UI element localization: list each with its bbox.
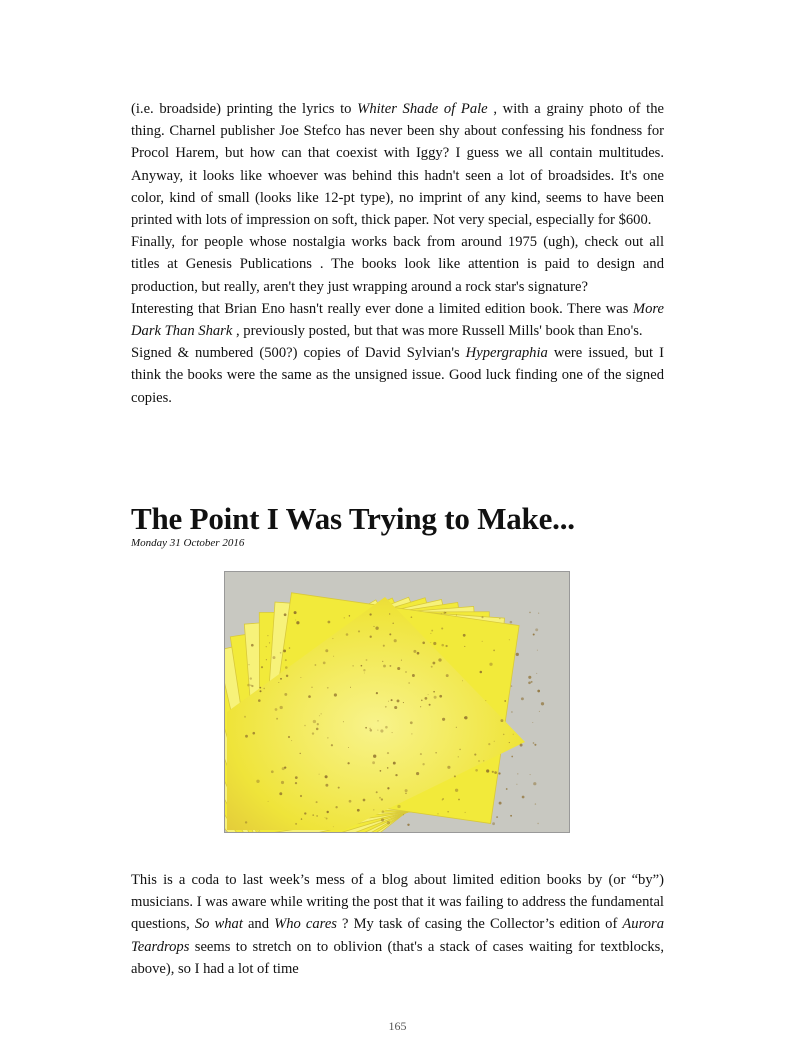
speckle xyxy=(373,809,374,810)
speckle xyxy=(421,700,423,702)
speckle xyxy=(488,743,490,745)
speckle xyxy=(375,627,378,630)
speckle xyxy=(442,718,445,721)
speckle xyxy=(333,826,334,827)
speckle xyxy=(496,816,498,818)
speckle xyxy=(259,687,261,689)
text-run: were issued, but I think the books were the same as the unsigned issue. Good luck finding one of the signed copies. xyxy=(131,345,664,406)
speckle xyxy=(444,612,446,614)
speckle xyxy=(433,642,436,645)
speckle xyxy=(534,744,536,746)
speckle xyxy=(348,747,349,748)
speckle xyxy=(516,784,517,785)
speckle xyxy=(295,782,297,784)
speckle xyxy=(312,814,314,816)
speckle xyxy=(513,734,514,735)
speckle xyxy=(498,772,500,774)
speckle xyxy=(517,773,518,774)
speckle xyxy=(389,613,390,614)
speckle xyxy=(247,684,250,687)
speckle xyxy=(325,817,326,818)
speckle xyxy=(370,729,373,732)
speckle xyxy=(493,650,495,652)
speckle xyxy=(389,665,391,667)
speckle xyxy=(489,663,492,666)
speckle xyxy=(358,630,360,632)
speckle xyxy=(365,727,367,729)
speckle xyxy=(395,774,397,776)
speckle xyxy=(413,650,416,653)
speckle xyxy=(506,788,508,790)
speckle xyxy=(333,656,334,657)
speckle xyxy=(383,645,385,647)
speckle xyxy=(510,621,513,624)
speckle xyxy=(294,611,297,614)
speckle xyxy=(455,789,458,792)
text-run: seems to stretch on to oblivion (that's a stack of cases waiting for textblocks, above), so I had a lot of time xyxy=(131,938,664,977)
speckle xyxy=(405,793,406,794)
speckle xyxy=(522,796,525,799)
speckle xyxy=(383,665,386,668)
speckle xyxy=(363,799,366,802)
speckle xyxy=(392,622,394,624)
speckle xyxy=(251,685,253,687)
speckle xyxy=(509,742,510,743)
speckle xyxy=(481,616,483,618)
text-run: , previously posted, but that was more Russell Mills' book than Eno's. xyxy=(232,323,643,340)
speckle xyxy=(475,769,478,772)
speckle xyxy=(285,659,287,661)
speckle xyxy=(259,690,261,692)
speckle xyxy=(446,674,449,677)
speckle xyxy=(276,718,278,720)
speckle xyxy=(268,801,269,802)
post-date: Monday 31 October 2016 xyxy=(131,537,245,549)
speckle xyxy=(387,787,389,789)
speckle xyxy=(494,771,497,774)
speckle xyxy=(422,763,424,765)
speckle xyxy=(410,721,413,724)
speckle xyxy=(397,805,400,808)
speckle xyxy=(279,792,282,795)
speckle xyxy=(536,673,537,674)
speckle xyxy=(334,693,337,696)
speckle xyxy=(273,656,276,659)
speckle xyxy=(407,824,409,826)
speckle xyxy=(313,720,316,723)
speckle xyxy=(385,706,387,708)
italic-so-what: So what xyxy=(194,916,243,933)
speckle xyxy=(405,789,408,792)
speckle xyxy=(349,615,350,616)
speckle xyxy=(271,770,274,773)
speckle xyxy=(312,732,314,734)
speckle xyxy=(346,633,349,636)
speckle xyxy=(521,697,524,700)
speckle xyxy=(464,646,465,647)
speckle xyxy=(289,647,291,649)
speckle xyxy=(529,612,531,614)
page-number: 165 xyxy=(388,1019,407,1033)
speckle xyxy=(405,671,407,673)
speckle xyxy=(533,742,535,744)
speckle xyxy=(403,814,404,815)
speckle xyxy=(392,732,393,733)
speckle xyxy=(474,754,476,756)
speckle xyxy=(280,678,282,680)
speckle xyxy=(331,744,333,746)
speckle xyxy=(338,787,340,789)
text-run: This is a coda to last week’s mess of a blog about limited edition books by (or “by”) musicians. I was aware while writing the post that it was failing to address the fundamental questions, xyxy=(131,872,664,933)
speckle xyxy=(429,704,431,706)
speckle xyxy=(381,798,383,800)
fanned-yellow-paper-sheets-image xyxy=(225,572,569,832)
speckle xyxy=(363,669,365,671)
speckle xyxy=(316,728,319,731)
speckle xyxy=(531,681,533,683)
speckle xyxy=(411,616,413,618)
speckle xyxy=(382,810,385,813)
speckle xyxy=(301,818,302,819)
speckle xyxy=(291,740,292,741)
speckle xyxy=(480,671,483,674)
speckle xyxy=(380,770,382,772)
speckle xyxy=(459,749,461,751)
speckle xyxy=(281,781,284,784)
speckle xyxy=(509,639,510,640)
speckle xyxy=(516,653,519,656)
speckle xyxy=(416,772,419,775)
speckle xyxy=(500,719,503,722)
speckle xyxy=(541,702,544,705)
speckle xyxy=(364,673,365,674)
paragraph-broadside xyxy=(131,98,664,231)
speckle xyxy=(373,755,376,758)
speckle xyxy=(284,693,287,696)
speckle xyxy=(308,695,311,698)
speckle xyxy=(504,700,506,702)
speckle xyxy=(411,733,412,734)
speckle xyxy=(332,638,333,639)
speckle xyxy=(349,800,352,803)
speckle xyxy=(533,782,536,785)
speckle xyxy=(244,716,246,718)
speckle xyxy=(245,735,248,738)
speckle xyxy=(432,662,435,665)
speckle xyxy=(535,803,536,804)
speckle xyxy=(456,727,457,728)
speckle xyxy=(245,821,247,823)
speckle xyxy=(311,687,312,688)
paragraph-david-sylvian xyxy=(131,342,664,409)
speckle xyxy=(284,613,287,616)
speckle xyxy=(266,646,267,647)
speckle xyxy=(286,675,288,677)
text-run: Interesting that Brian Eno hasn't really ever done a limited edition book. There was xyxy=(131,300,633,317)
speckle xyxy=(422,642,425,645)
speckle xyxy=(437,813,438,814)
speckle xyxy=(538,613,539,614)
speckle xyxy=(445,645,447,647)
speckle xyxy=(266,659,267,660)
speckle xyxy=(369,613,371,615)
speckle xyxy=(372,761,375,764)
speckle xyxy=(381,818,384,821)
speckle xyxy=(420,753,422,755)
speckle xyxy=(442,799,443,800)
paragraph-brian-eno xyxy=(131,298,664,342)
speckle xyxy=(366,659,368,661)
speckle xyxy=(438,658,441,661)
speckle xyxy=(394,706,397,709)
speckle xyxy=(248,664,249,665)
speckle xyxy=(300,677,301,678)
speckle xyxy=(325,784,328,787)
speckle xyxy=(387,821,390,824)
speckle xyxy=(269,642,270,643)
speckle xyxy=(280,652,282,654)
speckle xyxy=(537,823,538,824)
speckle xyxy=(382,661,383,662)
speckle xyxy=(250,685,251,686)
speckle xyxy=(391,699,393,701)
speckle xyxy=(376,791,378,793)
speckle xyxy=(511,711,513,713)
speckle xyxy=(492,822,495,825)
speckle xyxy=(401,660,402,661)
speckle xyxy=(343,721,344,722)
speckle xyxy=(275,708,278,711)
speckle xyxy=(394,639,397,642)
speckle xyxy=(454,775,456,777)
speckle xyxy=(300,795,302,797)
text-run: , with a grainy photo of the thing. Charnel publisher Joe Stefco has never been shy about confessing his fondness for Procol Harem, but how can that coexist with Iggy? I guess we all contain multitudes. Anyway, it looks like whoever was behind this hadn't seen a lot of broadsides. It's one color, kind of small (looks like 12-pt type), no imprint of any kind, seems to have been printed with lots of impression on soft, thick paper. Not very special, especially for $600. xyxy=(131,101,664,229)
speckle xyxy=(463,634,466,637)
speckle xyxy=(304,725,306,727)
speckle xyxy=(430,633,431,634)
speckle xyxy=(315,664,317,666)
speckle xyxy=(403,702,404,703)
speckle xyxy=(361,665,363,667)
speckle xyxy=(357,809,360,812)
speckle xyxy=(326,811,328,813)
speckle xyxy=(456,615,457,616)
speckle xyxy=(316,815,317,816)
speckle xyxy=(420,706,421,707)
speckle xyxy=(300,753,301,754)
speckle xyxy=(486,769,489,772)
italic-who-cares: Who cares xyxy=(274,916,337,933)
continued-post-body xyxy=(131,98,664,409)
speckle xyxy=(323,662,326,665)
speckle xyxy=(285,666,288,669)
speckle xyxy=(350,687,351,688)
speckle xyxy=(499,618,500,619)
text-run: and xyxy=(242,916,275,933)
speckle xyxy=(441,627,443,629)
speckle xyxy=(352,665,353,666)
speckle xyxy=(511,685,512,686)
speckle xyxy=(373,626,374,627)
speckle xyxy=(327,687,329,689)
speckle xyxy=(425,697,428,700)
speckle xyxy=(465,812,466,813)
speckle xyxy=(530,774,531,775)
speckle xyxy=(434,696,437,699)
text-run: Signed & numbered (500?) copies of David Sylvian's xyxy=(131,345,466,362)
speckle xyxy=(387,752,389,754)
speckle xyxy=(369,728,370,729)
speckle xyxy=(319,715,320,716)
speckle xyxy=(483,760,484,761)
speckle xyxy=(532,722,533,723)
speckle xyxy=(520,744,523,747)
speckle xyxy=(295,776,298,779)
post-photo xyxy=(224,571,570,833)
speckle xyxy=(441,644,444,647)
speckle xyxy=(393,762,396,765)
speckle xyxy=(482,641,483,642)
speckle xyxy=(533,633,535,635)
speckle xyxy=(258,699,261,702)
speckle xyxy=(296,621,299,624)
speckle xyxy=(430,642,431,643)
speckle xyxy=(379,797,381,799)
speckle xyxy=(280,706,283,709)
speckle xyxy=(288,736,290,738)
speckle xyxy=(397,667,400,670)
speckle xyxy=(435,752,436,753)
post-body xyxy=(131,869,664,980)
speckle xyxy=(409,682,410,683)
italic-title-whiter-shade: Whiter Shade of Pale xyxy=(357,101,488,117)
speckle xyxy=(511,756,513,758)
speckle xyxy=(251,644,254,647)
speckle xyxy=(325,775,328,778)
speckle xyxy=(378,720,379,721)
speckle xyxy=(264,688,265,689)
text-run: (i.e. broadside) printing the lyrics to xyxy=(131,101,358,117)
speckle xyxy=(397,699,400,702)
speckle xyxy=(537,650,538,651)
speckle xyxy=(261,666,263,668)
speckle xyxy=(535,628,538,631)
speckle xyxy=(492,771,494,773)
speckle xyxy=(380,729,383,732)
speckle xyxy=(412,674,415,677)
speckle xyxy=(267,635,268,636)
speckle xyxy=(478,760,479,761)
speckle xyxy=(439,695,442,698)
speckle xyxy=(387,767,389,769)
speckle xyxy=(539,711,540,712)
speckle xyxy=(256,780,259,783)
speckle xyxy=(458,756,459,757)
speckle xyxy=(499,802,502,805)
speckle xyxy=(328,621,331,624)
speckle xyxy=(304,812,306,814)
speckle xyxy=(431,630,433,632)
speckle xyxy=(447,811,448,812)
italic-title-hypergraphia: Hypergraphia xyxy=(465,345,548,362)
speckle xyxy=(250,677,252,679)
speckle xyxy=(377,730,378,731)
speckle xyxy=(284,766,286,768)
speckle xyxy=(344,617,345,618)
speckle xyxy=(447,766,450,769)
post-title: The Point I Was Trying to Make... xyxy=(131,501,575,536)
paragraph-coda xyxy=(131,869,664,980)
speckle xyxy=(433,691,435,693)
speckle xyxy=(316,801,318,803)
speckle xyxy=(462,680,463,681)
speckle xyxy=(385,726,388,729)
speckle xyxy=(494,741,495,742)
paragraph-genesis-publications: Finally, for people whose nostalgia works back from around 1975 (ugh), check out all titles at Genesis Publications . The books look like attention is paid to design and production, but really, aren't they just wrapping around a rock star's signature? xyxy=(131,234,664,295)
italic-title-aurora-teardrops: Aurora Teardrops xyxy=(131,916,665,955)
speckle xyxy=(278,682,279,683)
speckle xyxy=(283,649,286,652)
speckle xyxy=(295,823,297,825)
speckle xyxy=(370,636,372,638)
speckle xyxy=(510,815,512,817)
speckle xyxy=(417,652,420,655)
speckle xyxy=(376,692,378,694)
speckle xyxy=(325,649,328,652)
speckle xyxy=(503,734,505,736)
italic-title-more-dark-than-shark: More Dark Than Shark xyxy=(131,300,664,340)
speckle xyxy=(441,613,442,614)
speckle xyxy=(389,633,391,635)
speckle xyxy=(458,799,460,801)
speckle xyxy=(528,676,531,679)
speckle xyxy=(528,681,531,684)
speckle xyxy=(252,732,255,735)
paper-sheets-fan xyxy=(225,593,525,832)
speckle xyxy=(431,666,433,668)
speckle xyxy=(319,774,320,775)
speckle xyxy=(335,806,337,808)
speckle xyxy=(321,713,322,714)
speckle xyxy=(537,690,540,693)
speckle xyxy=(428,694,429,695)
speckle xyxy=(327,737,328,738)
speckle xyxy=(326,818,328,820)
speckle xyxy=(388,701,389,702)
speckle xyxy=(295,619,296,620)
speckle xyxy=(464,716,467,719)
speckle xyxy=(347,762,349,764)
text-run: ? My task of casing the Collector’s edition of xyxy=(336,916,623,933)
speckle xyxy=(317,723,319,725)
speckle xyxy=(485,700,486,701)
